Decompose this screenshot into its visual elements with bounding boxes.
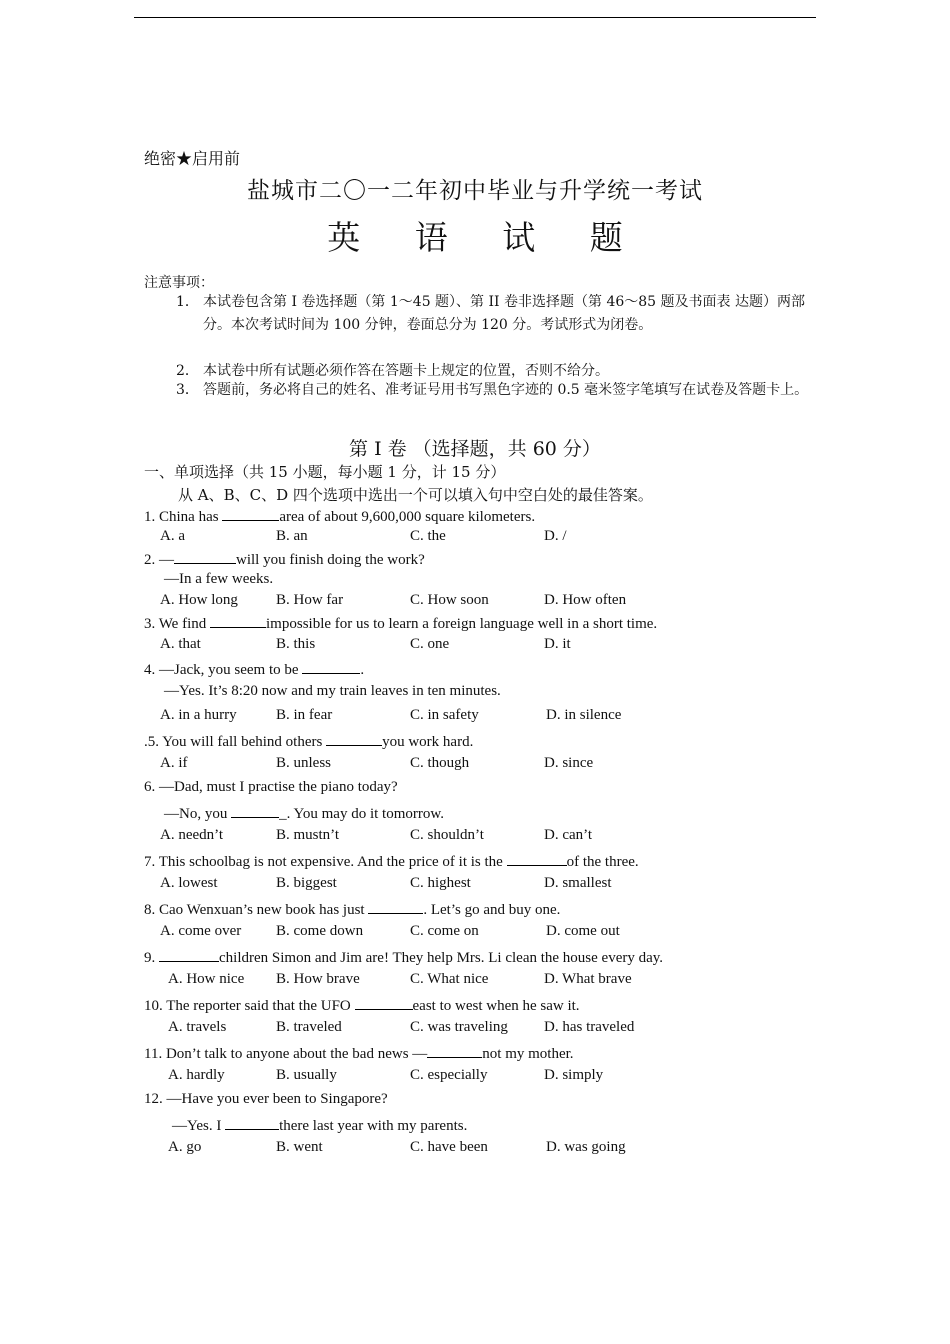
answer-blank bbox=[159, 947, 219, 962]
question-line bbox=[144, 1043, 574, 1063]
question-line bbox=[144, 995, 580, 1015]
question-line bbox=[144, 549, 425, 569]
notice-item-number: 1． bbox=[176, 294, 199, 310]
answer-option: D. can’t bbox=[544, 827, 593, 843]
answer-option: D. smallest bbox=[544, 875, 612, 891]
notice-item-1 bbox=[176, 291, 816, 337]
question-text: —In a few weeks. bbox=[164, 571, 274, 587]
question-text: 1. China has bbox=[144, 509, 223, 525]
answer-option: B. usually bbox=[276, 1067, 337, 1083]
answer-option: A. if bbox=[160, 755, 188, 771]
answer-option: D. it bbox=[544, 636, 571, 652]
answer-option: A. lowest bbox=[160, 875, 218, 891]
question-text: _. You may do it tomorrow. bbox=[279, 806, 444, 822]
question-text: not my mother. bbox=[482, 1046, 574, 1062]
answer-option: A. in a hurry bbox=[160, 707, 237, 723]
question-text: 9. bbox=[144, 950, 159, 966]
answer-option: C. one bbox=[410, 636, 450, 652]
answer-option: D. has traveled bbox=[544, 1019, 635, 1035]
question-text: there last year with my parents. bbox=[279, 1118, 468, 1134]
notice-item-text: 答题前，务必将自己的姓名、准考证号用书写黑色字迹的 0.5 毫米签字笔填写在试卷及答题卡上。 bbox=[203, 382, 809, 398]
answer-option: D. since bbox=[544, 755, 594, 771]
answer-blank bbox=[231, 803, 279, 818]
answer-blank bbox=[355, 995, 413, 1010]
answer-option: C. What nice bbox=[410, 971, 489, 987]
exam-title: 盐城市二〇一二年初中毕业与升学统一考试 bbox=[247, 178, 703, 204]
question-text: 12. —Have you ever been to Singapore? bbox=[144, 1091, 388, 1107]
answer-option: B. went bbox=[276, 1139, 323, 1155]
answer-blank bbox=[222, 506, 279, 521]
notice-item-number: 2． bbox=[176, 363, 199, 379]
question-line bbox=[172, 1115, 467, 1135]
question-line bbox=[144, 947, 663, 967]
answer-blank bbox=[368, 899, 423, 914]
question-line bbox=[144, 851, 639, 871]
question-line bbox=[144, 506, 535, 526]
question-text: —Yes. I bbox=[172, 1118, 226, 1134]
answer-blank bbox=[326, 731, 382, 746]
answer-option: D. What brave bbox=[544, 971, 632, 987]
answer-option: C. shouldn’t bbox=[410, 827, 484, 843]
question-text: 11. Don’t talk to anyone about the bad news — bbox=[144, 1046, 428, 1062]
answer-option: A. travels bbox=[168, 1019, 227, 1035]
answer-option: C. highest bbox=[410, 875, 471, 891]
question-text: 7. This schoolbag is not expensive. And the price of it is the bbox=[144, 854, 507, 870]
question-text: —Yes. It’s 8:20 now and my train leaves in ten minutes. bbox=[164, 683, 501, 699]
secret-label: 绝密★启用前 bbox=[144, 149, 241, 168]
answer-option: B. an bbox=[276, 528, 308, 544]
section-instruction: 从 A、B、C、D 四个选项中选出一个可以填入句中空白处的最佳答案。 bbox=[178, 486, 653, 504]
question-text: .5. You will fall behind others bbox=[144, 734, 327, 750]
answer-option: C. have been bbox=[410, 1139, 488, 1155]
question-line bbox=[144, 779, 398, 796]
question-text: 4. —Jack, you seem to be bbox=[144, 662, 303, 678]
question-text: of the three. bbox=[566, 854, 639, 870]
answer-option: D. simply bbox=[544, 1067, 604, 1083]
question-text: east to west when he saw it. bbox=[412, 998, 580, 1014]
answer-option: A. a bbox=[160, 528, 185, 544]
answer-blank bbox=[302, 659, 360, 674]
answer-blank bbox=[507, 851, 567, 866]
answer-blank bbox=[225, 1115, 279, 1130]
answer-option: A. How nice bbox=[168, 971, 245, 987]
answer-option: A. go bbox=[168, 1139, 202, 1155]
answer-option: B. How far bbox=[276, 592, 344, 608]
answer-option: B. unless bbox=[276, 755, 332, 771]
answer-option: B. biggest bbox=[276, 875, 337, 891]
answer-option: B. in fear bbox=[276, 707, 333, 723]
question-text: 10. The reporter said that the UFO bbox=[144, 998, 355, 1014]
answer-blank bbox=[210, 613, 266, 628]
question-line bbox=[164, 803, 444, 823]
answer-option: D. was going bbox=[546, 1139, 626, 1155]
answer-blank bbox=[174, 549, 236, 564]
part-title: 第 I 卷 （选择题，共 60 分） bbox=[349, 438, 601, 460]
question-text: . bbox=[360, 662, 365, 678]
section-heading: 一、单项选择（共 15 小题，每小题 1 分，计 15 分） bbox=[144, 463, 506, 481]
answer-option: B. How brave bbox=[276, 971, 360, 987]
answer-option: C. How soon bbox=[410, 592, 489, 608]
notice-item-text: 本试卷中所有试题必须作答在答题卡上规定的位置，否则不给分。 bbox=[203, 363, 609, 379]
question-text: impossible for us to learn a foreign language well in a short time. bbox=[266, 616, 658, 632]
answer-option: A. needn’t bbox=[160, 827, 224, 843]
question-text: 3. We find bbox=[144, 616, 211, 632]
answer-option: B. traveled bbox=[276, 1019, 342, 1035]
answer-option: B. come down bbox=[276, 923, 364, 939]
notice-item-text: 本试卷包含第 I 卷选择题（第 1～45 题）、第 II 卷非选择题（第 46～85 题及书面表 达题）两部分。本次考试时间为 100 分钟，卷面总分为 120 分。考试形式为闭卷。 bbox=[203, 294, 805, 333]
question-text: area of about 9,600,000 square kilometers. bbox=[279, 509, 536, 525]
question-line bbox=[164, 571, 273, 588]
answer-option: A. hardly bbox=[168, 1067, 225, 1083]
answer-option: B. this bbox=[276, 636, 316, 652]
answer-option: D. How often bbox=[544, 592, 627, 608]
question-text: children Simon and Jim are! They help Mrs. Li clean the house every day. bbox=[219, 950, 664, 966]
question-text: . Let’s go and buy one. bbox=[423, 902, 561, 918]
answer-option: D. in silence bbox=[546, 707, 622, 723]
answer-option: A. How long bbox=[160, 592, 238, 608]
answer-option: A. come over bbox=[160, 923, 242, 939]
question-text: will you finish doing the work? bbox=[236, 552, 425, 568]
answer-option: C. in safety bbox=[410, 707, 479, 723]
question-line bbox=[144, 659, 364, 679]
question-line bbox=[144, 613, 657, 633]
answer-option: B. mustn’t bbox=[276, 827, 340, 843]
question-text: 6. —Dad, must I practise the piano today? bbox=[144, 779, 398, 795]
question-line bbox=[164, 683, 501, 700]
question-line bbox=[144, 731, 473, 751]
answer-blank bbox=[427, 1043, 482, 1058]
subject-title: 英 语 试 题 bbox=[327, 218, 645, 257]
question-text: 8. Cao Wenxuan’s new book has just bbox=[144, 902, 369, 918]
notice-heading: 注意事项： bbox=[144, 275, 214, 291]
answer-option: C. the bbox=[410, 528, 446, 544]
answer-option: C. come on bbox=[410, 923, 479, 939]
answer-option: C. was traveling bbox=[410, 1019, 508, 1035]
question-text: you work hard. bbox=[382, 734, 474, 750]
question-text: 2. — bbox=[144, 552, 174, 568]
answer-option: A. that bbox=[160, 636, 201, 652]
notice-item-3 bbox=[176, 379, 816, 402]
answer-option: C. though bbox=[410, 755, 470, 771]
question-line bbox=[144, 899, 560, 919]
notice-item-number: 3． bbox=[176, 382, 199, 398]
question-line bbox=[144, 1091, 388, 1108]
question-text: —No, you bbox=[164, 806, 232, 822]
answer-option: D. come out bbox=[546, 923, 620, 939]
answer-option: C. especially bbox=[410, 1067, 488, 1083]
top-rule bbox=[134, 17, 816, 18]
answer-option: D. / bbox=[544, 528, 567, 544]
